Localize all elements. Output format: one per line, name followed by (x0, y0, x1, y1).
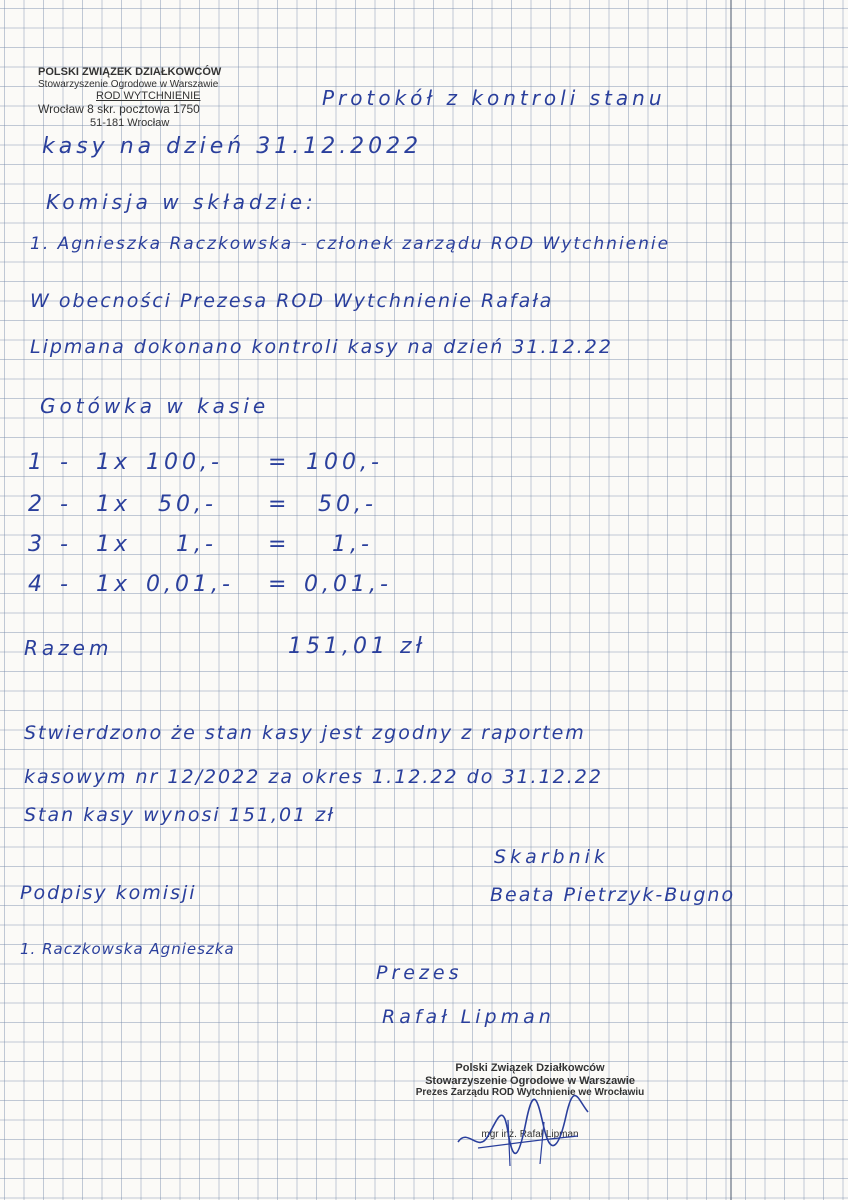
row-denomination: 0,01,- (146, 572, 234, 597)
row-total: 100,- (306, 450, 383, 475)
row-dash: - (60, 492, 72, 517)
committee-member-1: 1. Agnieszka Raczkowska - członek zarządu ROD Wytchnienie (30, 234, 671, 254)
findings-line-3: Stan kasy wynosi 151,01 zł (24, 804, 335, 826)
findings-line-1: Stwierdzono że stan kasy jest zgodny z raportem (24, 722, 586, 744)
row-dash: - (60, 572, 72, 597)
president-signature-scribble (448, 1092, 598, 1172)
title-line-1: Protokół z kontroli stanu (322, 86, 666, 110)
stamp-line-4: Wrocław 8 skr. pocztowa 1750 (38, 101, 200, 116)
sum-label: Razem (24, 636, 113, 660)
treasurer-label: Skarbnik (494, 846, 609, 868)
row-denomination: 1,- (176, 532, 217, 557)
bottom-stamp-line-3: Prezes Zarządu ROD Wytchnienie we Wrocławiu (415, 1087, 645, 1099)
signatures-label: Podpisy komisji (20, 882, 197, 904)
bottom-stamp-line-1: Polski Związek Działkowców (455, 1062, 605, 1074)
signature-member-1: 1. Raczkowska Agnieszka (20, 940, 235, 958)
margin-line (730, 0, 732, 1200)
row-total: 0,01,- (304, 572, 392, 597)
row-number: 1 (28, 450, 46, 475)
treasurer-name: Beata Pietrzyk-Bugno (490, 884, 736, 906)
row-dash: - (60, 450, 72, 475)
cash-heading: Gotówka w kasie (40, 394, 270, 418)
row-quantity: 1x (96, 532, 132, 557)
row-denomination: 50,- (158, 492, 217, 517)
bottom-stamp-line-2: Stowarzyszenie Ogrodowe w Warszawie (425, 1074, 635, 1087)
presence-line-1: W obecności Prezesa ROD Wytchnienie Rafała (30, 290, 554, 312)
title-line-2: kasy na dzień 31.12.2022 (42, 134, 423, 159)
stamp-line-3: ROD WYTCHNIENIE (96, 90, 201, 103)
stamp-line-2: Stowarzyszenie Ogrodowe w Warszawie (38, 78, 219, 90)
row-dash: - (60, 532, 72, 557)
stamp-line-1: POLSKI ZWIĄZEK DZIAŁKOWCÓW (38, 66, 222, 78)
row-equals: = (268, 492, 291, 517)
row-number: 2 (28, 492, 46, 517)
president-name: Rafał Lipman (382, 1006, 555, 1028)
bottom-stamp-line-4: mgr inż. Rafał Lipman (481, 1128, 579, 1140)
row-number: 4 (28, 572, 46, 597)
committee-heading: Komisja w składzie: (46, 190, 317, 214)
presence-line-2: Lipmana dokonano kontroli kasy na dzień 31.12.22 (30, 336, 613, 358)
row-number: 3 (28, 532, 46, 557)
stamp-line-5: 51-181 Wrocław (90, 116, 170, 129)
row-equals: = (268, 532, 291, 557)
row-quantity: 1x (96, 450, 132, 475)
president-label: Prezes (376, 962, 463, 984)
organization-stamp (38, 66, 221, 129)
row-equals: = (268, 572, 291, 597)
row-total: 1,- (332, 532, 373, 557)
sum-value: 151,01 zł (288, 634, 426, 659)
row-denomination: 100,- (146, 450, 223, 475)
row-quantity: 1x (96, 572, 132, 597)
row-total: 50,- (318, 492, 377, 517)
row-quantity: 1x (96, 492, 132, 517)
row-equals: = (268, 450, 291, 475)
findings-line-2: kasowym nr 12/2022 za okres 1.12.22 do 31.12.22 (24, 766, 603, 788)
